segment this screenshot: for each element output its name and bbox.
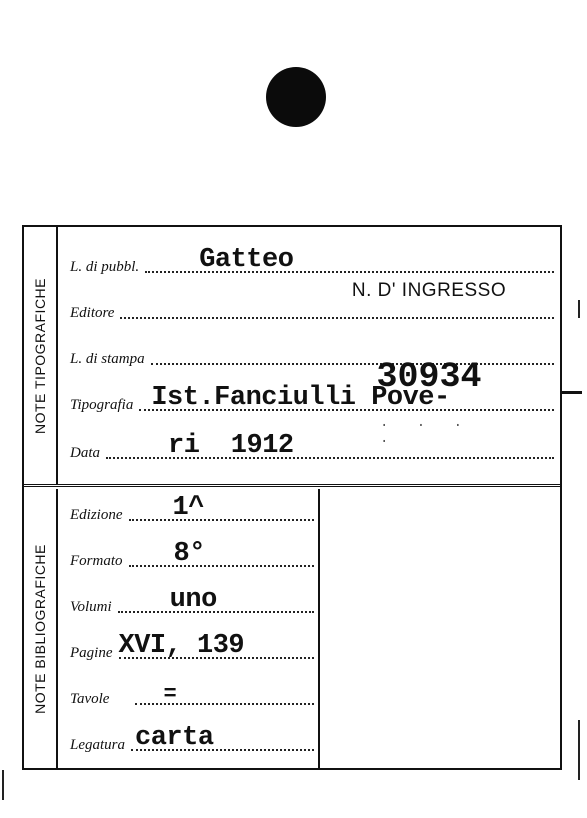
ingresso-title: N. D' INGRESSO: [351, 280, 507, 301]
note-bibliografiche-label: NOTE BIBLIOGRAFICHE: [32, 543, 48, 714]
field-value: Ist.Fanciulli Pove-: [151, 383, 450, 413]
field-legatura: [70, 723, 314, 757]
field-value: ri 1912: [168, 431, 294, 461]
edge-mark: [2, 770, 4, 800]
label-column-border-top: [56, 227, 58, 484]
field-value: 8°: [173, 539, 205, 569]
field-value: 1^: [172, 493, 204, 523]
field-formato: [70, 539, 314, 573]
ingresso-column-border: [318, 489, 320, 768]
field-luogo-pubblicazione: [70, 245, 554, 279]
field-value: XVI, 139: [118, 631, 245, 661]
edge-mark: [578, 300, 580, 318]
field-tavole: [70, 681, 314, 711]
ink-smudge: · · · ·: [380, 418, 473, 450]
label-column-border-bottom: [56, 489, 58, 768]
field-value: carta: [135, 723, 214, 753]
field-label: Legatura: [70, 737, 126, 753]
section-divider: [24, 484, 560, 487]
typed-hyphen-overflow: [562, 391, 582, 394]
field-label: Volumi: [70, 599, 112, 615]
field-label: Pagine: [70, 645, 113, 661]
field-label: Formato: [70, 553, 123, 569]
note-tipografiche-label: NOTE TIPOGRAFICHE: [32, 277, 49, 434]
field-value: =: [163, 682, 177, 707]
field-value: uno: [169, 585, 217, 615]
field-value: Gatteo: [199, 245, 294, 275]
field-volumi: [70, 585, 314, 619]
field-label: Edizione: [70, 507, 123, 523]
field-label: Editore: [70, 305, 115, 321]
field-label: Tipografia: [70, 397, 134, 413]
punch-hole: [266, 67, 326, 127]
field-label: Tavole: [70, 691, 110, 707]
field-label: L. di stampa: [70, 351, 145, 367]
field-edizione: [70, 493, 314, 527]
field-pagine: [70, 631, 314, 665]
catalog-card: [22, 225, 562, 770]
field-label: L. di pubbl.: [70, 259, 140, 275]
field-label: Data: [70, 445, 100, 461]
ingresso-number: 30934: [376, 357, 482, 397]
edge-mark: [578, 720, 580, 780]
